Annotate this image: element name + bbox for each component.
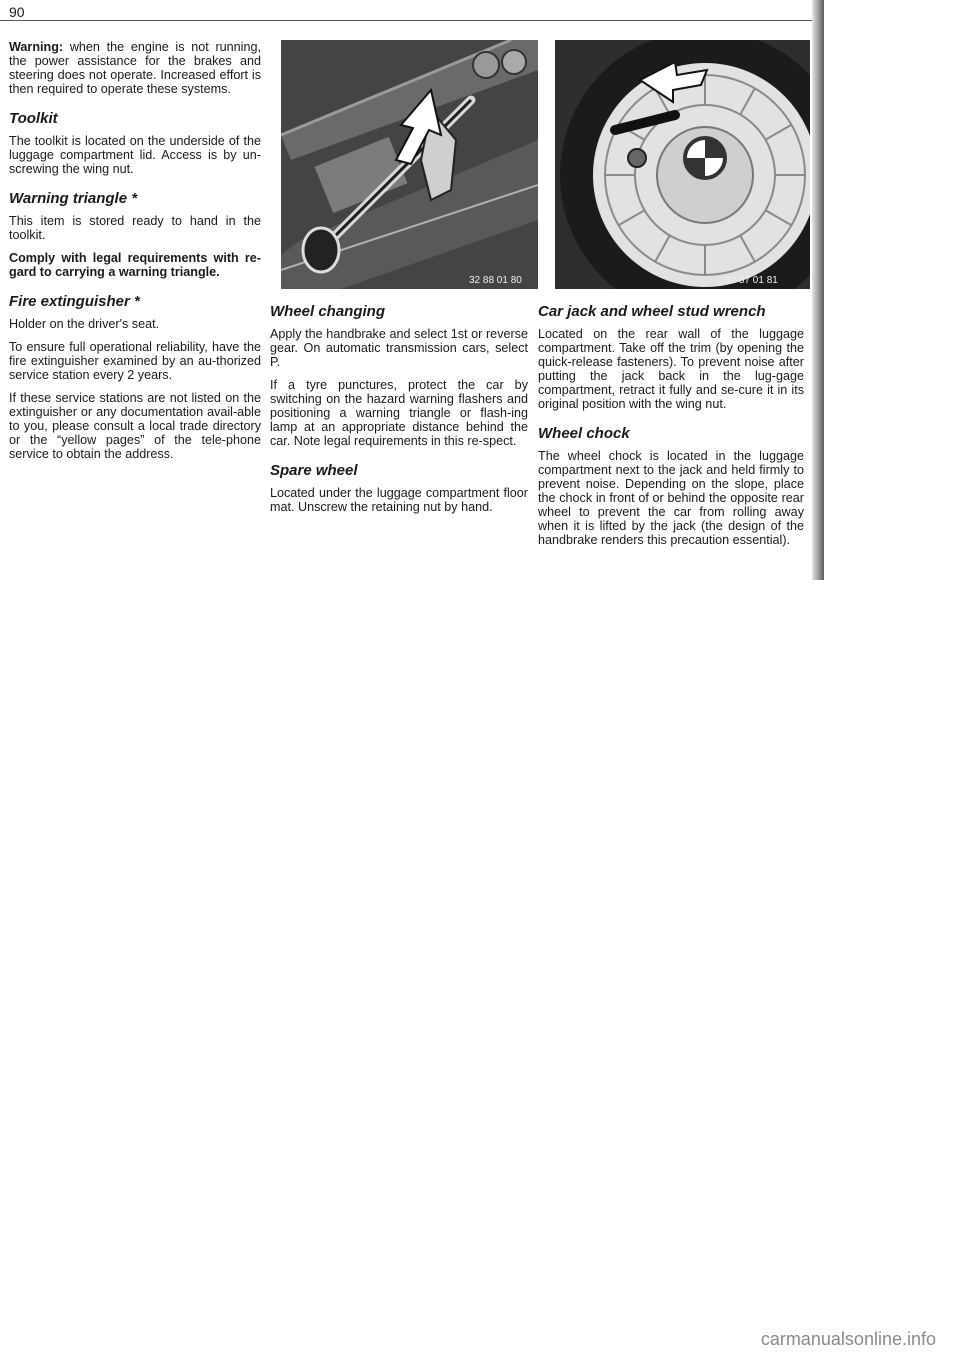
header-rule	[0, 20, 822, 21]
warning-text: when the engine is not running, the power assistance for the brakes and steering does not operate. Increased effort is then required to operate these systems.	[9, 40, 261, 96]
car-jack-heading: Car jack and wheel stud wrench	[538, 303, 766, 320]
fig1-code: 32 88 01 80	[469, 275, 522, 286]
spare-wheel-figure	[555, 40, 810, 289]
warning-triangle-legal: Comply with legal requirements with re-gard to carrying a warning triangle.	[9, 251, 261, 279]
toolkit-figure	[281, 40, 538, 289]
wheel-chock-text: The wheel chock is located in the luggage compartment next to the jack and held firmly to prevent noise. Depending on the slope, place the chock in front of or behind the opposite rear wheel to prevent the car from rolling away when it is lifted by the jack (the design of the handbrake renders this precaution essential).	[538, 449, 804, 547]
page-number: 90	[9, 4, 25, 20]
warning-label: Warning:	[9, 40, 64, 54]
fire-extinguisher-text-3: If these service stations are not listed on the extinguisher or any documentation avail-able to you, please consult a local trade directory or the “yellow pages” of the tele-phone service to obtain the address.	[9, 391, 261, 461]
fire-extinguisher-text-2: To ensure full operational reliability, have the fire extinguisher examined by an au-thorized service station every 2 years.	[9, 340, 261, 382]
column-right	[538, 303, 804, 556]
spare-wheel-heading: Spare wheel	[270, 462, 358, 479]
fire-extinguisher-heading: Fire extinguisher *	[9, 293, 140, 310]
warning-triangle-text: This item is stored ready to hand in the toolkit.	[9, 214, 261, 242]
fire-extinguisher-text-1: Holder on the driver's seat.	[9, 317, 160, 331]
column-left	[9, 40, 261, 470]
page-edge-shadow	[812, 0, 824, 580]
watermark-text: carmanualsonline.info	[760, 1329, 936, 1349]
warning-triangle-heading: Warning triangle *	[9, 190, 138, 207]
toolkit-heading: Toolkit	[9, 110, 58, 127]
wheel-changing-text-1: Apply the handbrake and select 1st or reverse gear. On automatic transmission cars, select P.	[270, 327, 528, 369]
warning-paragraph	[9, 40, 261, 96]
column-middle	[270, 303, 528, 523]
spare-wheel-text: Located under the luggage compartment floor mat. Unscrew the retaining nut by hand.	[270, 486, 528, 514]
wheel-changing-heading: Wheel changing	[270, 303, 386, 320]
car-jack-text: Located on the rear wall of the luggage compartment. Take off the trim (by opening the quick-release fasteners). To prevent noise after putting the jack back in the lug-gage compartment, retract it fully and se-cure it in its original position with the wing nut.	[538, 327, 804, 411]
wheel-chock-heading: Wheel chock	[538, 425, 630, 442]
wheel-changing-text-2: If a tyre punctures, protect the car by switching on the hazard warning flashers and positioning a warning triangle or flash-ing lamp at an appropriate distance behind the car. Note legal requirements in this re-spect.	[270, 378, 528, 448]
toolkit-text: The toolkit is located on the underside of the luggage compartment lid. Access is by un-screwing the wing nut.	[9, 134, 261, 176]
fig2-code: 32 87 01 81	[725, 275, 778, 286]
